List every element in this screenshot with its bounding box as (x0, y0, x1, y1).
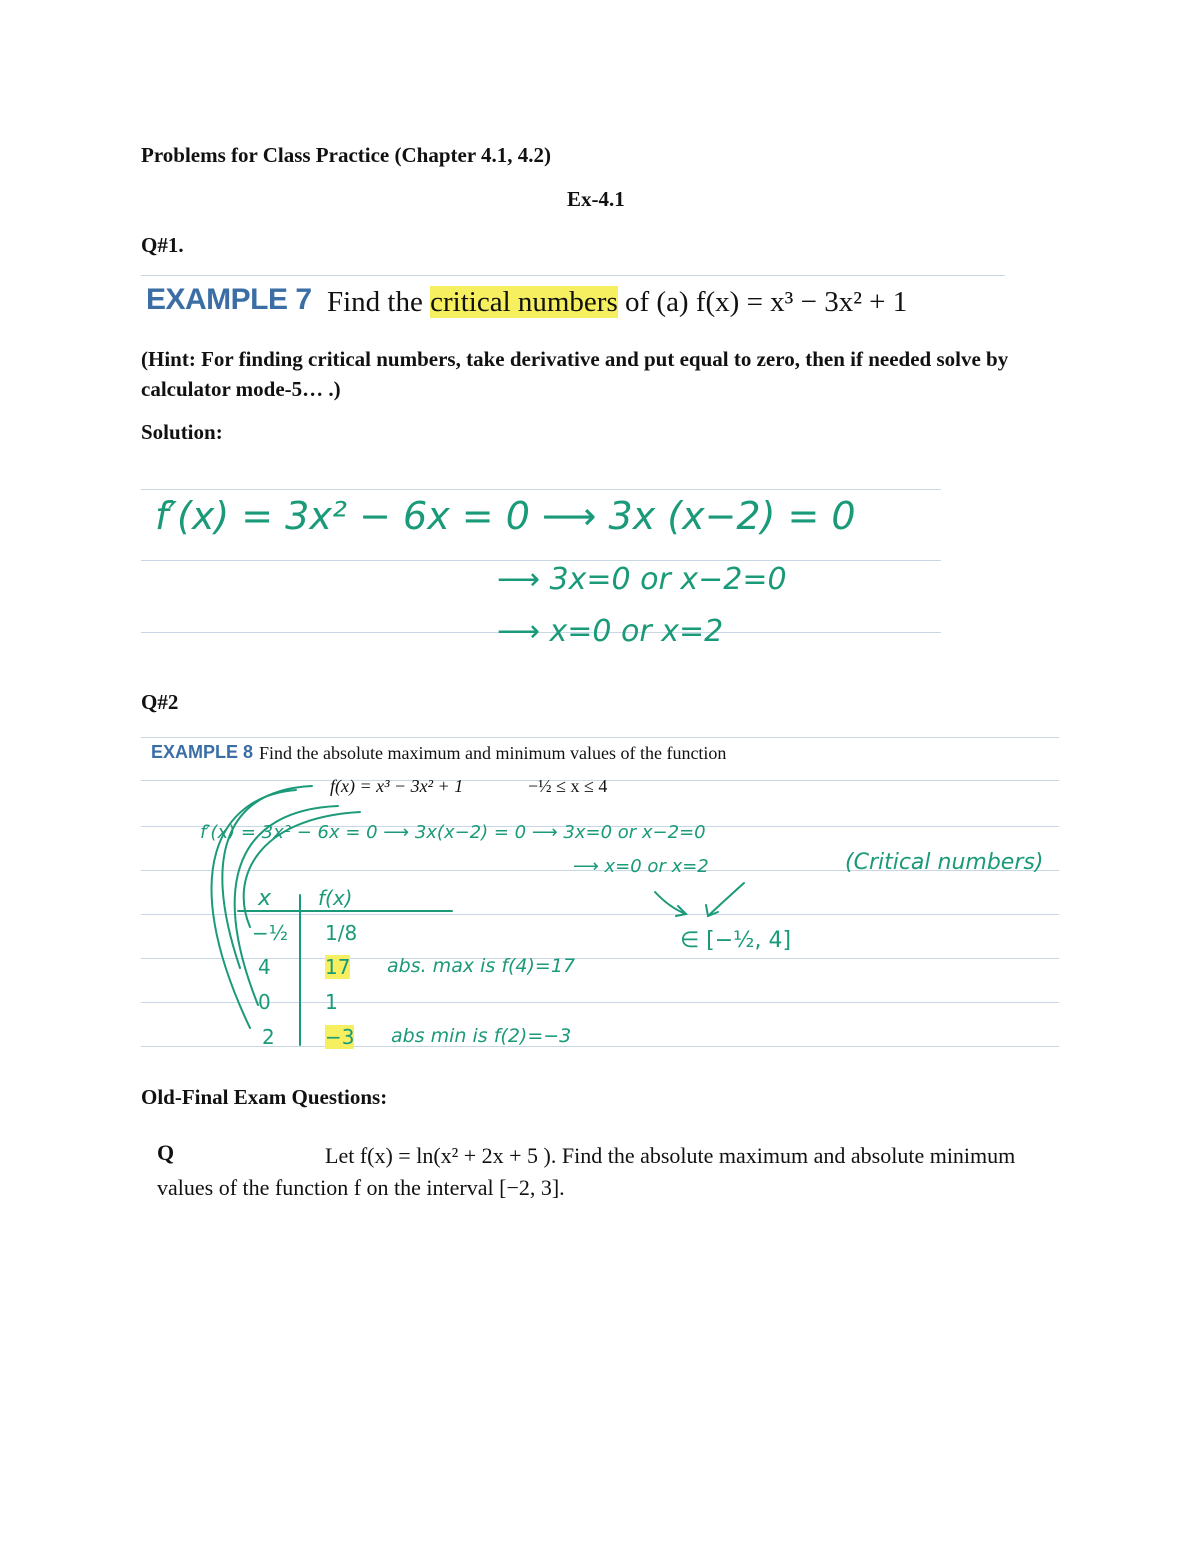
q1-hand-line1: f′(x) = 3x² − 6x = 0 ⟶ 3x (x−2) = 0 (155, 494, 856, 538)
example7-highlight: critical numbers (430, 286, 618, 318)
page-heading: Problems for Class Practice (Chapter 4.1, 4.2) (141, 143, 552, 167)
highlight-max: 17 (325, 955, 351, 979)
table-header-fx: f(x) (318, 886, 353, 910)
curve-to-row1 (244, 812, 360, 927)
q2-membership: ∈ [−½, 4] (680, 928, 792, 953)
example7-label: EXAMPLE 7 (146, 283, 312, 316)
q2-hand-deriv: f′(x) = 3x² − 6x = 0 ⟶ 3x(x−2) = 0 ⟶ 3x=0 or x−2=0 (200, 822, 706, 843)
example8-label: EXAMPLE 8 (151, 742, 254, 762)
arrow-right (708, 883, 744, 916)
table-row-fx: 1 (325, 990, 338, 1014)
q1-hand-line3: ⟶ x=0 or x=2 (497, 614, 724, 649)
curve-to-row3 (235, 806, 338, 1005)
old-final-q-label: Q (157, 1140, 175, 1165)
q2-label: Q#2 (141, 690, 179, 714)
example7-pre: Find the (327, 286, 423, 318)
abs-max-note: abs. max is f(4)=17 (387, 955, 576, 977)
abs-min-note: abs min is f(2)=−3 (391, 1025, 572, 1047)
arrowhead-right (706, 905, 718, 916)
example8-text: Find the absolute maximum and minimum values of the function (259, 743, 727, 763)
highlight-min: −3 (325, 1025, 355, 1049)
example8-interval: −½ ≤ x ≤ 4 (528, 776, 608, 796)
table-row-x: 4 (258, 955, 271, 979)
q2-critical-note: (Critical numbers) (845, 850, 1044, 875)
table-row-x: 2 (262, 1025, 275, 1049)
curve-to-row2 (222, 786, 312, 968)
old-final-q-text: Let f(x) = ln(x² + 2x + 5 ). Find the absolute maximum and absolute minimum values of the function f on the interval [−2, 3]. (157, 1143, 1016, 1200)
table-row-x: −½ (252, 921, 289, 945)
q1-hand-line2: ⟶ 3x=0 or x−2=0 (497, 562, 787, 597)
table-row-x: 0 (258, 990, 271, 1014)
table-row-fx: 1/8 (325, 921, 358, 945)
example8-function: f(x) = x³ − 3x² + 1 (330, 776, 464, 796)
hint-text: (Hint: For finding critical numbers, take derivative and put equal to zero, then if needed solve by calculator mode-5… .) (141, 347, 1009, 401)
table-header-x: x (258, 886, 272, 911)
example7-post: of (a) f(x) = x³ − 3x² + 1 (625, 286, 908, 318)
solution-label: Solution: (141, 420, 223, 444)
q1-label: Q#1. (141, 233, 184, 257)
old-final-label: Old-Final Exam Questions: (141, 1085, 388, 1109)
q2-hand-roots: ⟶ x=0 or x=2 (573, 856, 709, 877)
section-title: Ex-4.1 (567, 187, 625, 211)
